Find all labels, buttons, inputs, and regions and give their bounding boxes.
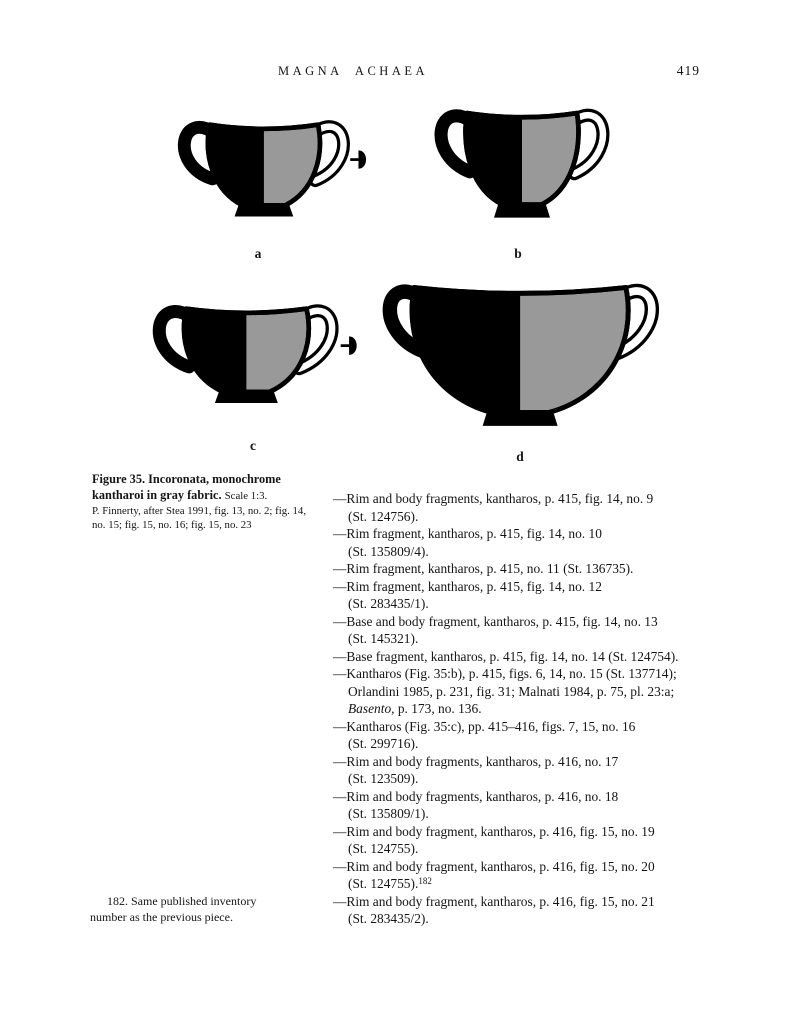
catalog-entry: —Kantharos (Fig. 35:b), p. 415, figs. 6, 14, no. 15 (St. 137714); Orlandini 1985, p. 231, fig. 31; Malnati 1984, p. 75, pl. 23:a; Basento, p. 173, no. 136. (333, 666, 677, 716)
catalog-entry: —Rim and body fragment, kantharos, p. 416, fig. 15, no. 20 (St. 124755).$^{182}$ (333, 858, 655, 891)
figure-caption (92, 472, 310, 533)
vessel-label-a: a (254, 246, 262, 261)
catalog-entry: —Rim and body fragments, kantharos, p. 415, fig. 14, no. 9 (St. 124756). (333, 491, 654, 524)
footnote-182: 182. Same published inventory number as the previous piece. (90, 894, 257, 924)
catalog-entry: —Rim fragment, kantharos, p. 415, fig. 14, no. 12 (St. 283435/1). (333, 578, 602, 611)
kantharos-b-drawing (424, 100, 620, 240)
figure-caption-title: Figure 35. Incoronata, monochrome kantharoi in gray fabric. (92, 472, 281, 502)
figure-caption-credit: P. Finnerty, after Stea 1991, fig. 13, no. 2; fig. 14, no. 15; fig. 15, no. 16; fig. 15, no. 23 (92, 505, 307, 531)
catalog-entry: —Rim and body fragments, kantharos, p. 416, no. 17 (St. 123509). (333, 753, 619, 786)
vessel-label-c: c (250, 438, 256, 453)
vessel-label-d: d (516, 449, 524, 464)
kantharos-a-drawing (162, 110, 375, 239)
vessel-label-b: b (514, 246, 522, 261)
catalog-entries (333, 490, 713, 928)
page-number: 419 (676, 63, 700, 78)
catalog-entry: —Rim fragment, kantharos, p. 415, fig. 14, no. 10 (St. 135809/4). (333, 526, 602, 559)
handle-section (349, 336, 357, 355)
figure-caption-scale: Scale 1:3. (224, 489, 268, 502)
kantharos-c-drawing (140, 292, 362, 431)
catalog-entry: —Rim fragment, kantharos, p. 415, no. 11 (St. 136735). (333, 561, 634, 576)
vessel-foot (215, 390, 278, 403)
handle-section (358, 150, 366, 168)
vessel-foot (483, 410, 558, 425)
vessel-foot (235, 204, 294, 217)
vessel-foot (494, 203, 550, 218)
kantharos-d-drawing (374, 274, 672, 442)
catalog-entry: —Kantharos (Fig. 35:c), pp. 415–416, figs. 7, 15, no. 16 (St. 299716). (333, 718, 636, 751)
catalog-entry: —Rim and body fragment, kantharos, p. 416, fig. 15, no. 19 (St. 124755). (333, 823, 655, 856)
running-head-title: MAGNA ACHAEA (277, 64, 429, 78)
catalog-entry: —Base fragment, kantharos, p. 415, fig. 14, no. 14 (St. 124754). (333, 648, 679, 664)
catalog-entry: —Rim and body fragment, kantharos, p. 416, fig. 15, no. 21 (St. 283435/2). (333, 893, 655, 926)
catalog-entry: —Rim and body fragments, kantharos, p. 416, no. 18 (St. 135809/1). (333, 788, 619, 821)
catalog-entry: —Base and body fragment, kantharos, p. 415, fig. 14, no. 13 (St. 145321). (333, 613, 658, 646)
